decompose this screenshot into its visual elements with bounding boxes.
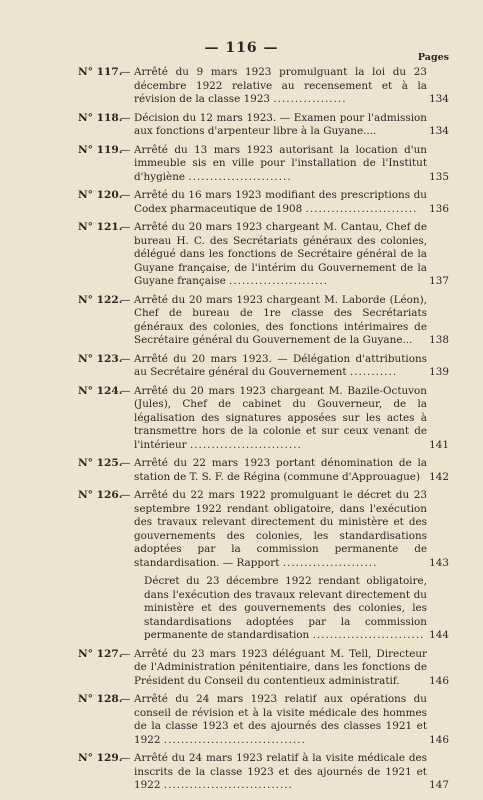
entry-page: 144 xyxy=(429,629,449,641)
entry-page: 141 xyxy=(429,438,449,451)
list-item xyxy=(0,66,483,107)
entry-number: N° 124. xyxy=(78,384,123,397)
entry-number: N° 127. xyxy=(78,647,123,660)
entry-page: 142 xyxy=(429,470,449,483)
list-item xyxy=(0,189,483,216)
entry-dash: — xyxy=(120,143,131,156)
entry-text: Décision du 12 mars 1923. — Examen pour l'admission aux fonctions d'arpenteur libre à la Guyane.... xyxy=(134,111,427,137)
entry-text: Arrêté du 9 mars 1923 promulguant la loi du 23 décembre 1922 relative au recensement et à la révision de la classe 1923 ................. xyxy=(134,66,427,105)
entry-page: 146 xyxy=(429,733,449,746)
list-item xyxy=(0,648,483,689)
list-item xyxy=(0,457,483,484)
entry-text: Arrêté du 22 mars 1923 portant dénomination de la station de T. S. F. de Régina (commune d'Approuague) xyxy=(134,457,427,483)
entry-dash: — xyxy=(120,489,131,501)
entry-dash: — xyxy=(120,457,131,469)
entry-page: 134 xyxy=(429,125,449,137)
list-item xyxy=(0,575,483,643)
list-item xyxy=(0,221,483,289)
entry-text: Arrêté du 24 mars 1923 relatif aux opérations du conseil de révision et à la visite médicale des hommes de la classe 1923 et des ajournés des classes 1921 et 1922 ................................. xyxy=(134,693,427,746)
entry-number: N° 125. xyxy=(78,457,123,469)
entry-dash: — xyxy=(120,293,131,306)
list-item xyxy=(0,693,483,747)
entry-dash: — xyxy=(120,66,131,78)
list-item xyxy=(0,385,483,453)
entry-page: 135 xyxy=(429,170,449,183)
entry-dash: — xyxy=(120,352,131,365)
entry-text: Arrêté du 20 mars 1923. — Délégation d'attributions au Secrétaire général du Gouvernement ........... xyxy=(134,352,427,378)
entry-dash: — xyxy=(120,221,131,233)
pages-column-label: Pages xyxy=(417,52,449,63)
entry-text: Arrêté du 16 mars 1923 modifiant des prescriptions du Codex pharmaceutique de 1908 .......................... xyxy=(134,189,427,215)
entry-page: 136 xyxy=(429,202,449,215)
entry-number: N° 117. xyxy=(78,66,123,78)
entry-number: N° 120. xyxy=(78,189,123,201)
list-item xyxy=(0,144,483,185)
list-item xyxy=(0,752,483,793)
entry-page: 143 xyxy=(429,556,449,569)
entry-text: Arrêté du 13 mars 1923 autorisant la location d'un immeuble sis en ville pour l'installation de l'Institut d'hygiène ........................ xyxy=(134,143,427,183)
entry-page: 137 xyxy=(429,275,449,287)
table-of-contents xyxy=(0,66,483,798)
entry-number: N° 118. xyxy=(78,111,123,124)
entry-number: N° 129. xyxy=(78,752,123,764)
list-item xyxy=(0,489,483,570)
entry-dash: — xyxy=(120,693,131,705)
entry-dash: — xyxy=(120,752,131,764)
list-item xyxy=(0,294,483,348)
entry-number: N° 123. xyxy=(78,352,123,365)
entry-page: 138 xyxy=(429,334,449,346)
list-item xyxy=(0,112,483,139)
entry-number: N° 128. xyxy=(78,693,123,705)
entry-text: Arrêté du 24 mars 1923 relatif à la visite médicale des inscrits de la classe 1923 et des ajournés de 1921 et 1922 .............................. xyxy=(134,752,427,791)
entry-text: Arrêté du 23 mars 1923 déléguant M. Tell, Directeur de l'Administration pénitentiaire, dans les fonctions de Président du Conseil du contentieux administratif. xyxy=(134,647,427,687)
entry-number: N° 122. xyxy=(78,293,123,306)
entry-text: Décret du 23 décembre 1922 rendant obligatoire, dans l'exécution des travaux relevant directement du ministère et des gouvernements des colonies, les standardisations adoptées par la commission permanente de standardisation .......................... xyxy=(144,575,427,641)
entry-number: N° 119. xyxy=(78,143,123,156)
page-number: — 116 — xyxy=(204,40,279,56)
entry-dash: — xyxy=(120,111,131,124)
entry-page: 139 xyxy=(429,366,449,378)
entry-text: Arrêté du 20 mars 1923 chargeant M. Laborde (Léon), Chef de bureau de 1re classe des Secrétariats généraux des colonies, des fonctions intérimaires de Secrétaire général du Gouvernement de la Guyane... xyxy=(134,293,427,346)
entry-dash: — xyxy=(120,384,131,397)
entry-page: 134 xyxy=(429,93,449,105)
entry-page: 146 xyxy=(429,674,449,687)
entry-text: Arrêté du 22 mars 1922 promulguant le décret du 23 septembre 1922 rendant obligatoire, dans l'exécution des travaux relevant directement du ministère et des gouvernements des colonies, les standardisations adoptées par la commission permanente de standardisation. — Rapport ...................... xyxy=(134,489,427,569)
entry-dash: — xyxy=(120,647,131,660)
entry-text: Arrêté du 20 mars 1923 chargeant M. Bazile-Octuvon (Jules), Chef de cabinet du Gouverneur, de la légalisation des signatures apposées sur les actes à transmettre hors de la colonie et sur ceux venant de l'intérieur .......................... xyxy=(134,384,427,451)
entry-number: N° 126. xyxy=(78,489,123,501)
entry-dash: — xyxy=(120,189,131,201)
list-item xyxy=(0,353,483,380)
entry-text: Arrêté du 20 mars 1923 chargeant M. Cantau, Chef de bureau H. C. des Secrétariats généraux des colonies, délégué dans les fonctions de Secrétaire général de la Guyane française, de l'intérim du Gouvernement de la Guyane française ....................... xyxy=(134,221,427,287)
entry-number: N° 121. xyxy=(78,221,123,233)
entry-page: 147 xyxy=(429,779,449,791)
